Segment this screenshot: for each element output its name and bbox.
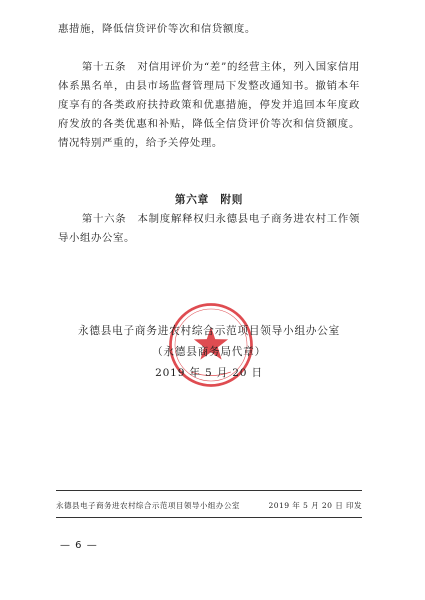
article-15-paragraph: 第十五条 对信用评价为“差”的经营主体，列入国家信用体系黑名单，由县市场监督管理局下发整改通知书。撤销本年度享有的各类政府扶持政策和优惠措施，停发并追回本年度政府发放的各类优惠和补贴，降低全信贷评价等次和信贷额度。情况特别严重的，给予关停处理。 (58, 61, 360, 149)
paragraph-continuation: 惠措施，降低信贷评价等次和信贷额度。 (58, 23, 256, 35)
footer-bottom-rule (56, 517, 362, 518)
page-number: — 6 — (60, 540, 98, 551)
footer-issuer: 永德县电子商务进农村综合示范项目领导小组办公室 (56, 501, 240, 510)
signature-organization: 永德县电子商务进农村综合示范项目领导小组办公室 (77, 325, 341, 337)
footer-top-rule (56, 490, 362, 491)
article-16-paragraph: 第十六条 本制度解释权归永德县电子商务进农村工作领导小组办公室。 (58, 213, 360, 244)
signature-date: 2019 年 5 月 20 日 (155, 367, 263, 379)
chapter-heading: 第六章 附则 (174, 194, 244, 206)
signature-proxy-seal-note: （永德县商务局代章） (152, 346, 266, 358)
footer-issue-date: 2019 年 5 月 20 日 印发 (268, 501, 362, 510)
issuance-footer (56, 500, 362, 512)
